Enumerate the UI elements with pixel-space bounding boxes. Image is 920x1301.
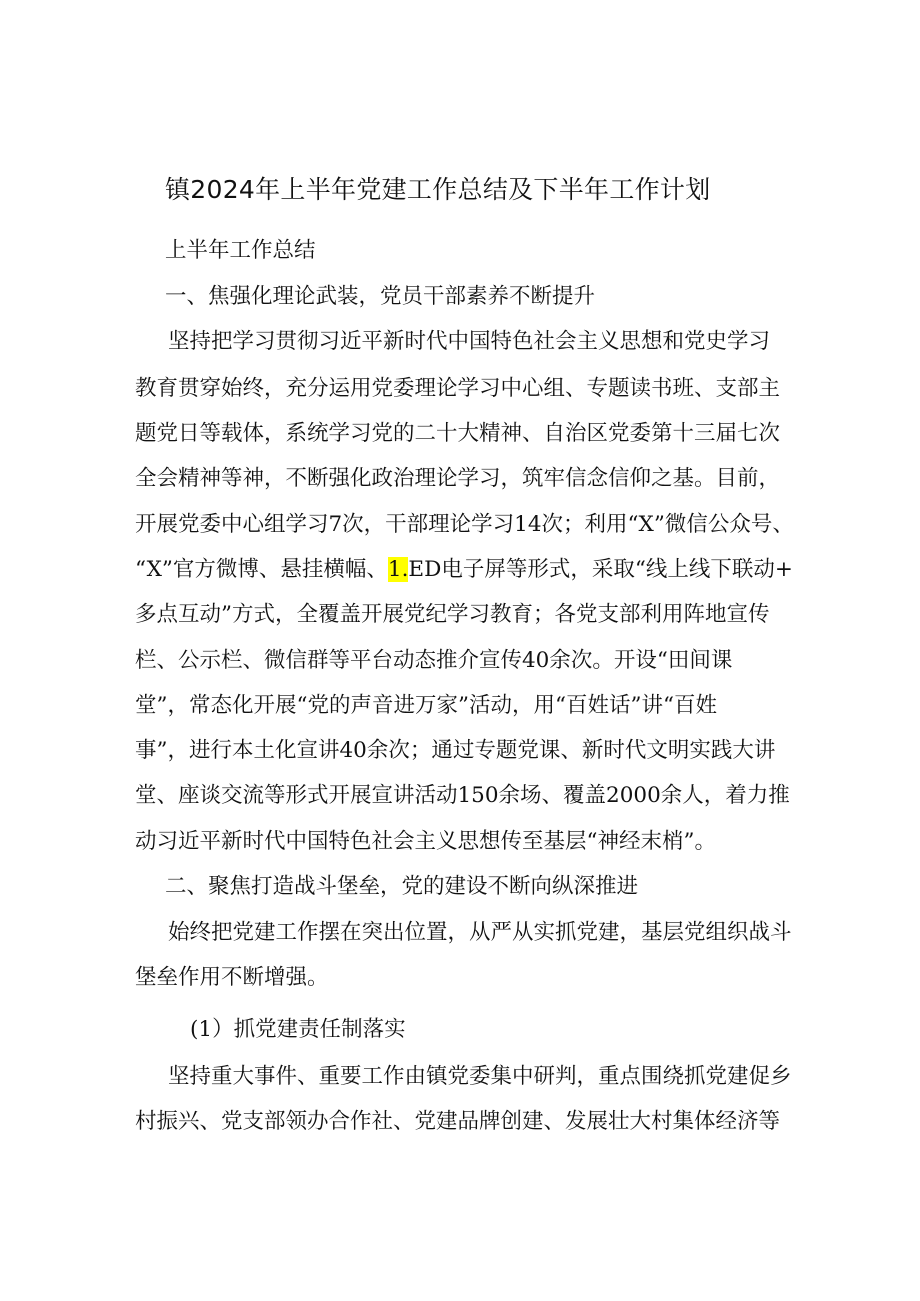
para-1-line: 坚持把学习贯彻习近平新时代中国特色社会主义思想和党史学习 bbox=[168, 329, 771, 354]
highlighted-text: 1. bbox=[387, 557, 409, 582]
para-2-line: 始终把党建工作摆在突出位置，从严从实抓党建，基层党组织战斗 bbox=[168, 920, 792, 945]
heading-1: 一、焦强化理论武装，党员干部素养不断提升 bbox=[165, 284, 596, 309]
para-1-line: 事”，进行本土化宣讲40余次；通过专题党课、新时代文明实践大讲 bbox=[135, 738, 776, 763]
para-1-line: 教育贯穿始终，充分运用党委理论学习中心组、专题读书班、支部主 bbox=[135, 376, 781, 401]
para-1-line bbox=[135, 555, 793, 585]
para-1-line: 题党日等载体，系统学习党的二十大精神、自治区党委第十三届七次 bbox=[135, 421, 781, 446]
document-title: 镇2024年上半年党建工作总结及下半年工作计划 bbox=[165, 175, 711, 204]
para-1-line: 动习近平新时代中国特色社会主义思想传至基层“神经末梢”。 bbox=[135, 829, 716, 854]
para-3-line: 坚持重大事件、重要工作由镇党委集中研判，重点围绕抓党建促乡 bbox=[168, 1064, 792, 1089]
heading-2: 二、聚焦打造战斗堡垒，党的建设不断向纵深推进 bbox=[165, 874, 639, 899]
para-2-line: 堡垒作用不断增强。 bbox=[135, 965, 329, 990]
text-run: ED电子屏等形式，采取“线上线下联动+ bbox=[408, 557, 793, 582]
para-1-line: 堂”，常态化开展“党的声音进万家”活动，用“百姓话”讲“百姓 bbox=[135, 693, 717, 718]
para-1-line: 开展党委中心组学习7次，干部理论学习14次；利用“X”微信公众号、 bbox=[135, 512, 794, 537]
para-1-line: 栏、公示栏、微信群等平台动态推介宣传40余次。开设“田间课 bbox=[135, 648, 733, 673]
subheading-1: (1）抓党建责任制落实 bbox=[190, 1017, 406, 1042]
text-run: “X”官方微博、悬挂横幅、 bbox=[135, 557, 388, 582]
para-1-line: 堂、座谈交流等形式开展宣讲活动150余场、覆盖2000余人，着力推 bbox=[135, 783, 790, 808]
para-1-line: 全会精神等神，不断强化政治理论学习，筑牢信念信仰之基。目前， bbox=[135, 466, 781, 491]
para-1-line: 多点互动”方式，全覆盖开展党纪学习教育；各党支部利用阵地宣传 bbox=[135, 602, 770, 627]
para-3-line: 村振兴、党支部领办合作社、党建品牌创建、发展壮大村集体经济等 bbox=[135, 1109, 781, 1134]
section-title: 上半年工作总结 bbox=[165, 238, 316, 263]
